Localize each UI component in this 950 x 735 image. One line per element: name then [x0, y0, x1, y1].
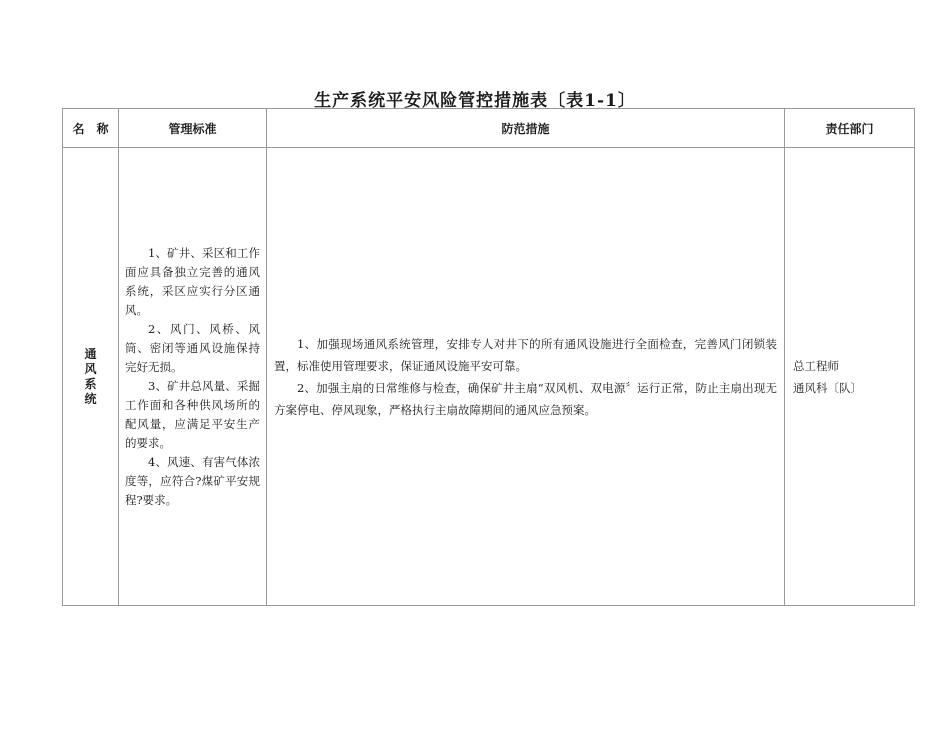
standard-item-1: 1、矿井、采区和工作面应具备独立完善的通风系统，采区应实行分区通风。	[125, 245, 260, 317]
document-title: 生产系统平安风险管控措施表〔表1-1〕	[314, 91, 636, 111]
cell-system-name	[63, 148, 119, 606]
header-name: 名 称	[63, 109, 119, 148]
department-item-2: 通风科〔队〕	[793, 380, 862, 395]
cell-responsible-department	[785, 148, 915, 606]
measure-item-2: 2、加强主扇的日常维修与检查，确保矿井主扇“双风机、双电源〞运行正常，防止主扇出现无方案停电、停风现象，严格执行主扇故障期间的通风应急预案。	[274, 380, 777, 417]
department-item-1: 总工程师	[793, 358, 839, 373]
risk-control-table	[62, 108, 915, 606]
table-row	[63, 148, 915, 606]
standard-item-3: 3、矿井总风量、采掘工作面和各种供风场所的配风量，应满足平安生产的要求。	[125, 378, 260, 450]
header-measures: 防范措施	[267, 109, 785, 148]
cell-management-standard	[119, 148, 267, 606]
standard-item-2: 2、风门、风桥、风筒、密闭等通风设施保持完好无损。	[125, 321, 260, 374]
system-name-label: 通风系统	[84, 346, 97, 406]
standard-item-4: 4、风速、有害气体浓度等，应符合?煤矿平安规程?要求。	[125, 454, 260, 507]
measure-item-1: 1、加强现场通风系统管理，安排专人对井下的所有通风设施进行全面检查，完善风门闭锁装置，标准使用管理要求，保证通风设施平安可靠。	[274, 336, 777, 373]
table-header-row	[63, 109, 915, 148]
header-department: 责任部门	[785, 109, 915, 148]
cell-prevention-measures	[267, 148, 785, 606]
header-standard: 管理标准	[119, 109, 267, 148]
